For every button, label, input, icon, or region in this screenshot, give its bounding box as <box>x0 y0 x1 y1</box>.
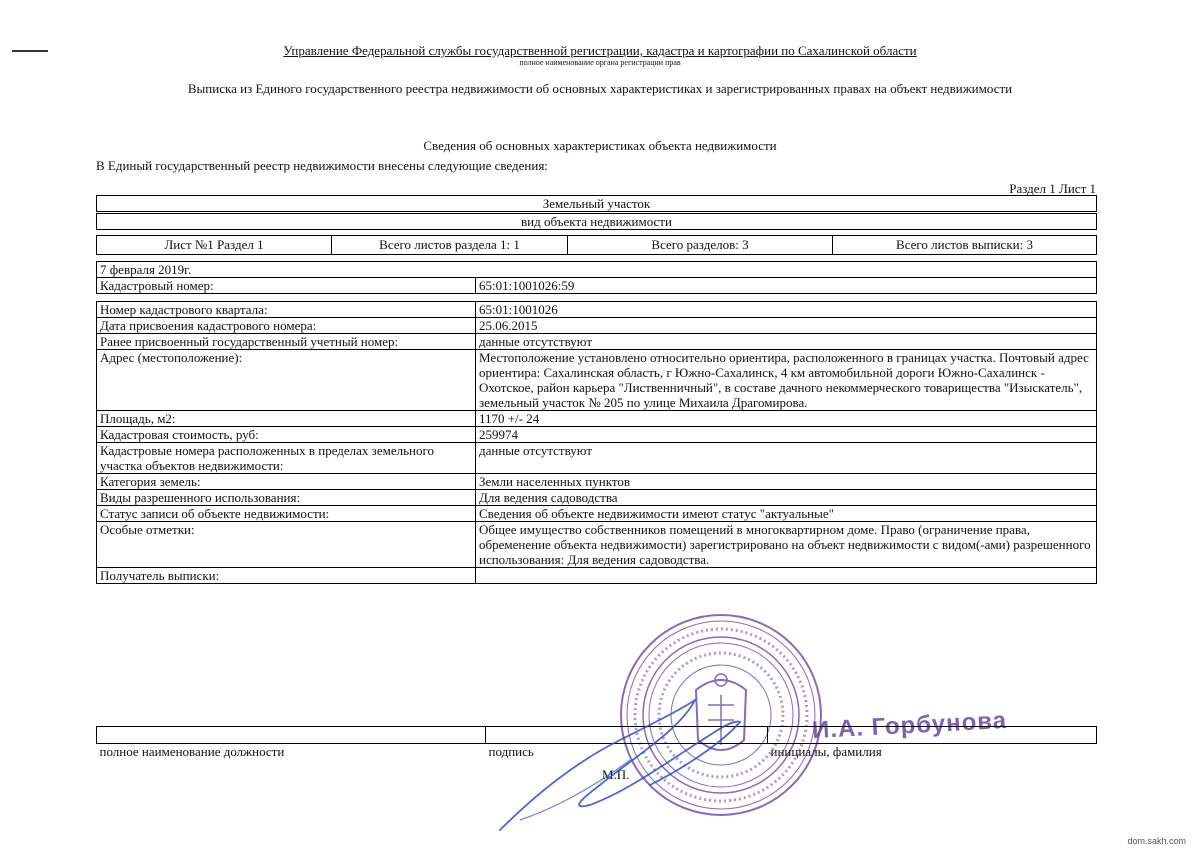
cadastral-number-label: Кадастровый номер: <box>97 278 476 294</box>
section-title: Сведения об основных характеристиках объекта недвижимости <box>423 138 777 153</box>
property-label: Дата присвоения кадастрового номера: <box>97 318 476 334</box>
property-label: Особые отметки: <box>97 522 476 568</box>
property-value: данные отсутствуют <box>476 443 1097 474</box>
table-row <box>97 490 1097 506</box>
property-label: Адрес (местоположение): <box>97 350 476 411</box>
property-value <box>476 568 1097 584</box>
table-row <box>97 443 1097 474</box>
stamp-name: И.А. Горбунова <box>811 706 1008 745</box>
table-row <box>97 474 1097 490</box>
property-label: Получатель выписки: <box>97 568 476 584</box>
mp-label: М.П. <box>602 767 630 782</box>
extract-date: 7 февраля 2019г. <box>97 262 1097 278</box>
handwritten-signature <box>480 690 750 840</box>
cadastral-number-value: 65:01:1001026:59 <box>476 278 1097 294</box>
extract-title: Выписка из Единого государственного реестра недвижимости об основных характеристиках и зарегистрированных правах на объект недвижимости <box>187 81 1013 96</box>
property-value: 1170 +/- 24 <box>476 411 1097 427</box>
position-cell <box>97 727 486 744</box>
table-row <box>97 334 1097 350</box>
table-row <box>97 568 1097 584</box>
organization-caption: полное наименование органа регистрации прав <box>519 58 681 67</box>
name-caption: инициалы, фамилия <box>770 744 882 759</box>
table-row <box>97 506 1097 522</box>
header-table <box>96 261 1097 294</box>
property-label: Статус записи об объекте недвижимости: <box>97 506 476 522</box>
property-value: 65:01:1001026 <box>476 302 1097 318</box>
razdel-list: Раздел 1 Лист 1 <box>1009 181 1096 196</box>
organization-name: Управление Федеральной службы государственной регистрации, кадастра и картографии по Сахалинской области <box>283 43 917 58</box>
table-row <box>97 350 1097 411</box>
table-row <box>97 427 1097 443</box>
signature-caption: подпись <box>488 744 534 759</box>
total-sheets-extract: Всего листов выписки: 3 <box>833 235 1097 255</box>
property-label: Виды разрешенного использования: <box>97 490 476 506</box>
table-row <box>97 411 1097 427</box>
property-value: Земли населенных пунктов <box>476 474 1097 490</box>
table-row <box>97 318 1097 334</box>
sheet-number: Лист №1 Раздел 1 <box>96 235 332 255</box>
position-caption: полное наименование должности <box>99 744 285 759</box>
watermark: dom.sakh.com <box>1127 836 1186 846</box>
object-type: Земельный участок <box>96 195 1097 212</box>
property-label: Номер кадастрового квартала: <box>97 302 476 318</box>
total-sheets-section: Всего листов раздела 1: 1 <box>332 235 568 255</box>
intro-text: В Единый государственный реестр недвижимости внесены следующие сведения: <box>96 158 548 173</box>
name-cell <box>768 727 1097 744</box>
property-value: Сведения об объекте недвижимости имеют статус "актуальные" <box>476 506 1097 522</box>
property-value: Для ведения садоводства <box>476 490 1097 506</box>
sheet-info-row <box>96 235 1097 255</box>
property-value: 259974 <box>476 427 1097 443</box>
properties-table <box>96 301 1097 584</box>
property-label: Площадь, м2: <box>97 411 476 427</box>
property-label: Ранее присвоенный государственный учетный номер: <box>97 334 476 350</box>
table-row <box>97 522 1097 568</box>
property-value: Местоположение установлено относительно ориентира, расположенного в границах участка. Почтовый адрес ориентира: Сахалинская область, г Южно-Сахалинск, 4 км автомобильной дороги Южно-Сахалинск - Охотское, район карьера "Лиственничный", в составе дачного некоммерческого товарищества "Изыскатель", земельный участок № 205 по улице Михаила Драгомирова. <box>476 350 1097 411</box>
property-label: Категория земель: <box>97 474 476 490</box>
table-row <box>97 302 1097 318</box>
property-value: Общее имущество собственников помещений в многоквартирном доме. Право (ограничение права, обременение объекта недвижимости) зарегистрировано на объект недвижимости с видом(-ами) разрешенного использования: Для ведения садоводства. <box>476 522 1097 568</box>
property-value: 25.06.2015 <box>476 318 1097 334</box>
property-label: Кадастровая стоимость, руб: <box>97 427 476 443</box>
total-sections: Всего разделов: 3 <box>568 235 833 255</box>
property-value: данные отсутствуют <box>476 334 1097 350</box>
object-type-caption: вид объекта недвижимости <box>96 213 1097 230</box>
property-label: Кадастровые номера расположенных в пределах земельного участка объектов недвижимости: <box>97 443 476 474</box>
